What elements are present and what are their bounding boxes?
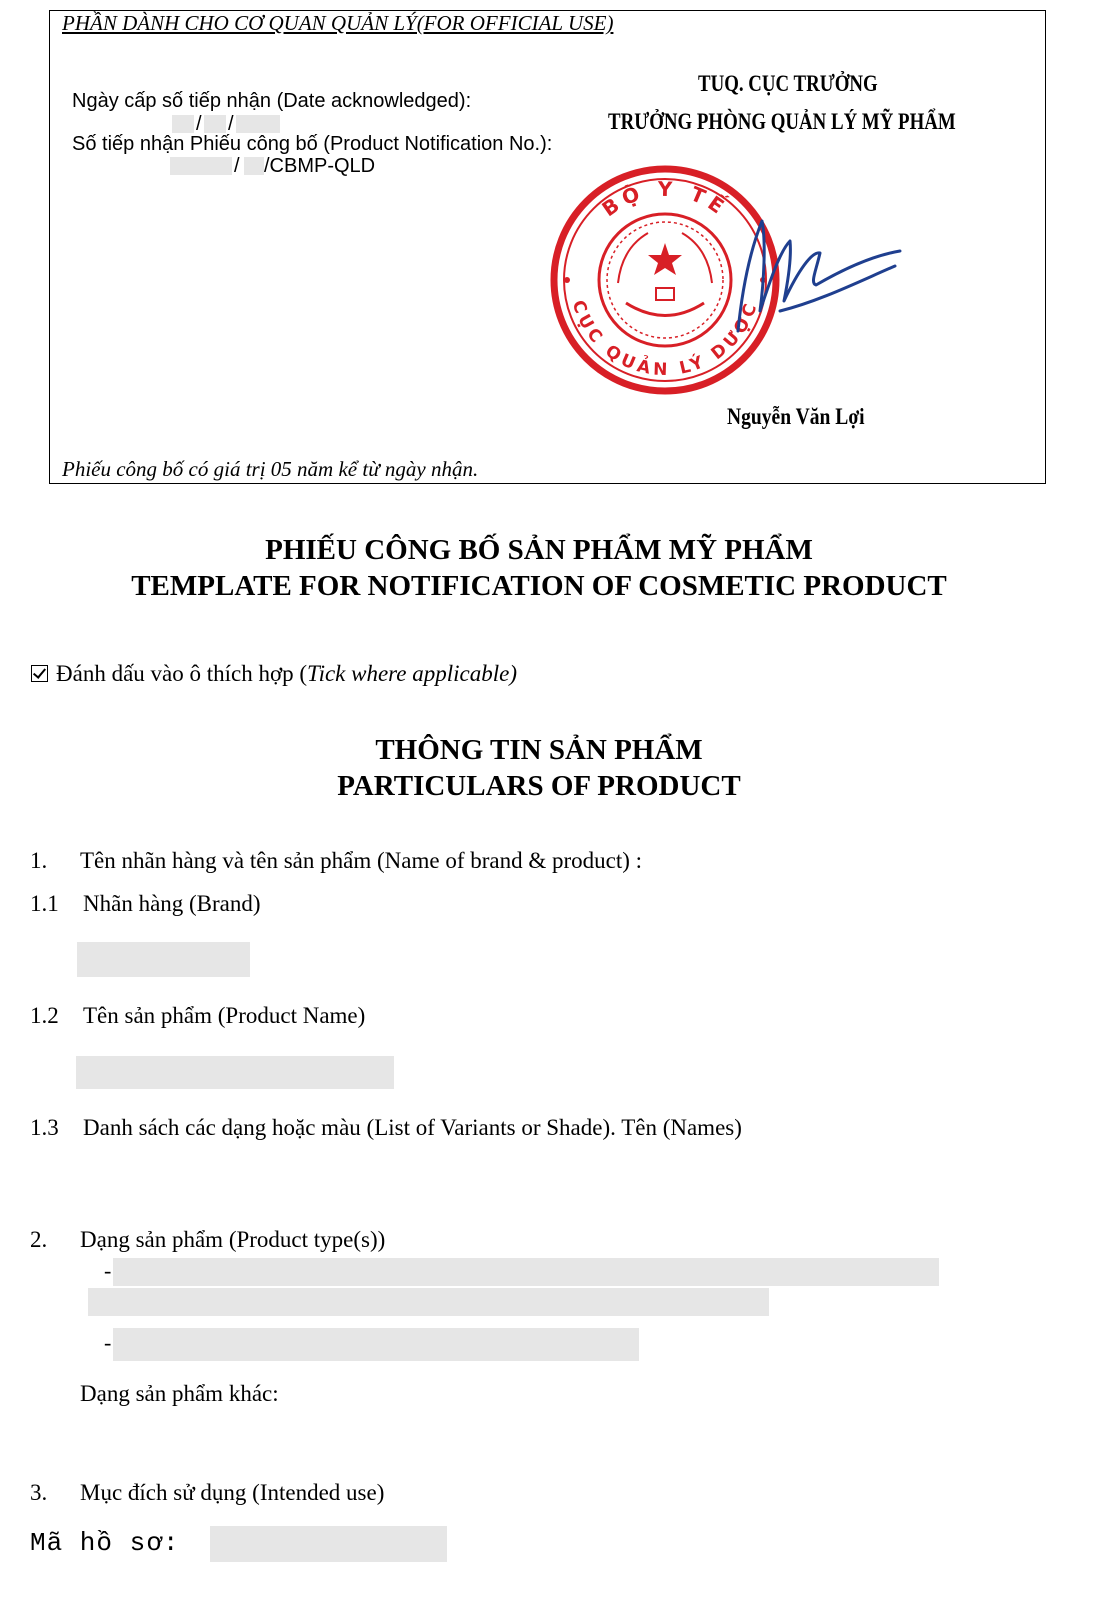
official-use-box — [49, 10, 1046, 484]
authority-line-2: TRƯỞNG PHÒNG QUẢN LÝ MỸ PHẨM — [608, 109, 956, 134]
item-2-number: 2. — [30, 1227, 48, 1252]
redacted-product-type-1-cont — [88, 1288, 769, 1316]
item-1-2-label: Tên sản phẩm (Product Name) — [83, 1003, 366, 1028]
authority-line-1: TUQ. CỤC TRƯỞNG — [698, 71, 878, 96]
document-title-vi: PHIẾU CÔNG BỐ SẢN PHẨM MỸ PHẨM — [265, 534, 813, 566]
item-1-label: Tên nhãn hàng và tên sản phẩm (Name of brand & product) : — [80, 848, 643, 873]
date-separator: / — [196, 113, 202, 135]
item-1-1-label: Nhãn hàng (Brand) — [83, 891, 261, 916]
tick-instruction-vi: Đánh dấu vào ô thích hợp ( — [56, 661, 308, 686]
other-product-type-label: Dạng sản phẩm khác: — [80, 1381, 279, 1406]
item-1-1-number: 1.1 — [30, 891, 59, 916]
seal-top-text: BỘ Y TẾ — [597, 176, 733, 222]
redacted-year — [236, 115, 280, 133]
official-use-header: PHẦN DÀNH CHO CƠ QUAN QUẢN LÝ(FOR OFFICIAL USE) — [62, 11, 614, 35]
date-acknowledged-label: Ngày cấp số tiếp nhận (Date acknowledged): — [72, 90, 472, 112]
notification-number-label: Số tiếp nhận Phiếu công bố (Product Notification No.): — [72, 133, 553, 155]
seal-bottom-text: CỤC QUẢN LÝ DƯỢC — [567, 297, 763, 381]
date-separator: / — [228, 113, 234, 135]
item-1-number: 1. — [30, 848, 48, 873]
document-title-en: TEMPLATE FOR NOTIFICATION OF COSMETIC PRODUCT — [131, 570, 947, 602]
tick-instruction — [31, 661, 517, 687]
section-title-en: PARTICULARS OF PRODUCT — [337, 770, 741, 802]
product-type-dash-2: - — [104, 1330, 112, 1355]
item-3-number: 3. — [30, 1480, 48, 1505]
file-code-label: Mã hồ sơ: — [30, 1528, 180, 1558]
redacted-day — [172, 115, 194, 133]
redacted-brand-field — [77, 942, 250, 977]
item-1-3-number: 1.3 — [30, 1115, 59, 1140]
notification-suffix: /CBMP-QLD — [264, 155, 376, 177]
notification-separator: / — [234, 155, 240, 177]
section-title-vi: THÔNG TIN SẢN PHẨM — [375, 734, 703, 766]
item-3-label: Mục đích sử dụng (Intended use) — [80, 1480, 385, 1505]
redacted-notification-year — [244, 157, 264, 175]
product-type-dash-1: - — [104, 1258, 112, 1283]
tick-instruction-en: Tick where applicable) — [307, 661, 517, 686]
redacted-file-code — [210, 1526, 447, 1562]
item-1-2-number: 1.2 — [30, 1003, 59, 1028]
redacted-month — [204, 115, 226, 133]
item-1-3-label: Danh sách các dạng hoặc màu (List of Variants or Shade). Tên (Names) — [83, 1115, 742, 1140]
checked-box-icon — [31, 665, 48, 682]
redacted-product-type-2 — [113, 1328, 639, 1361]
item-2-label: Dạng sản phẩm (Product type(s)) — [80, 1227, 386, 1252]
signature-icon — [720, 211, 910, 351]
validity-note: Phiếu công bố có giá trị 05 năm kể từ ngày nhận. — [62, 457, 479, 481]
redacted-product-type-1 — [113, 1258, 939, 1286]
redacted-product-name-field — [76, 1056, 394, 1089]
redacted-notification-number — [170, 157, 232, 175]
signer-name: Nguyễn Văn Lợi — [727, 404, 865, 429]
